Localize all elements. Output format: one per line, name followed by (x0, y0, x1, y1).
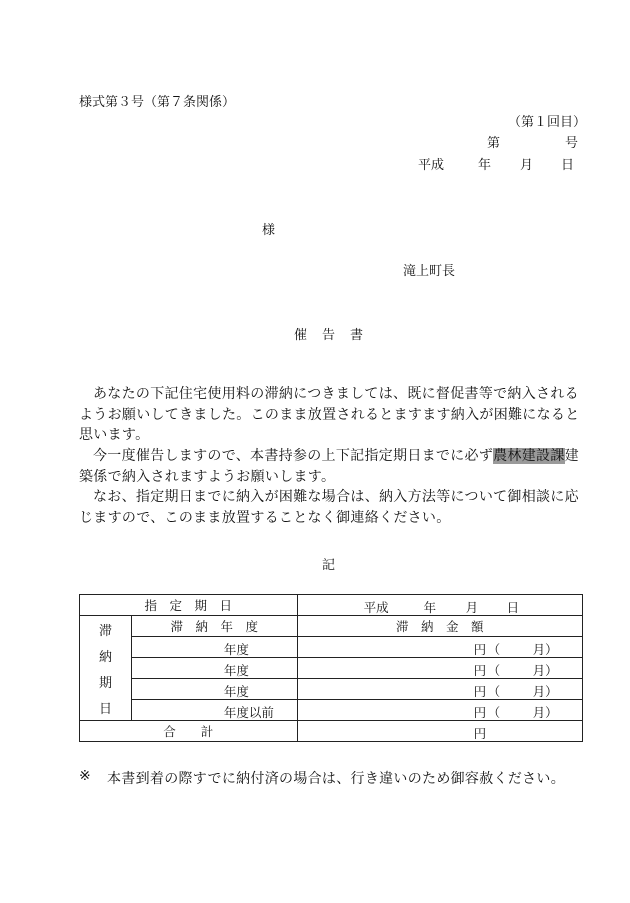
document-title: 催 告 書 (294, 328, 365, 343)
total-yen: 円 (473, 726, 487, 741)
doc-no-prefix: 第 (487, 136, 501, 151)
row-month-open: （ (487, 642, 501, 657)
date-year-unit: 年 (478, 158, 492, 173)
row-month-open: （ (487, 684, 501, 699)
date-month-unit: 月 (520, 158, 534, 173)
payment-table (79, 594, 583, 742)
row-yen: 円 (473, 663, 487, 678)
table-row (80, 658, 583, 679)
row-yen: 円 (473, 642, 487, 657)
due-date-era: 平成 (363, 600, 389, 615)
body-paragraph-3: なお、指定期日までに納入が困難な場合は、納入方法等について御相談に応じますので、このまま放置することなく御連絡ください。 (79, 489, 579, 526)
date-era: 平成 (418, 158, 445, 173)
row-year-unit: 年度 (223, 642, 249, 657)
footer-note-mark: ※ (79, 768, 91, 784)
column-header-amount: 滞 納 金 額 (297, 616, 582, 637)
due-date-value (297, 595, 582, 616)
column-header-row (80, 616, 583, 637)
row-year-unit: 年度 (223, 663, 249, 678)
body-paragraph-1: あなたの下記住宅使用料の滞納につきましては、既に督促書等で納入されるようお願いしてきました。このまま放置されるとますます納入が困難になると思います。 (79, 386, 580, 443)
side-char-4: 日 (98, 701, 112, 717)
footer-note-text: 本書到着の際すでに納付済の場合は、行き違いのため御容赦ください。 (107, 771, 566, 787)
highlighted-department: 農林建設課 (493, 448, 565, 464)
row-month-open: （ (487, 663, 501, 678)
due-date-day-unit: 日 (506, 600, 520, 615)
body-paragraph-2 (79, 446, 585, 487)
row-month: 月） (532, 642, 558, 657)
notice-count: （第１回目） (508, 115, 587, 130)
row-month: 月） (532, 705, 558, 720)
row-year-unit: 年度以前 (223, 705, 274, 720)
body-paragraph-2-tail: 建築係で納入されますようお願いします。 (79, 448, 579, 485)
table-row (80, 700, 583, 721)
row-yen: 円 (473, 705, 487, 720)
body-paragraph-2-text: 今一度催告しますので、本書持参の上下記指定期日までに必ず (93, 448, 494, 464)
table-row (80, 637, 583, 658)
side-label (80, 616, 132, 721)
doc-no-suffix: 号 (565, 136, 579, 151)
column-header-year: 滞 納 年 度 (131, 616, 297, 637)
total-label: 合 計 (80, 721, 298, 742)
row-year-unit: 年度 (223, 684, 249, 699)
ki-heading: 記 (322, 558, 336, 573)
side-char-3: 期 (98, 675, 112, 691)
due-date-month-unit: 月 (465, 600, 479, 615)
row-month-open: （ (487, 705, 501, 720)
row-month: 月） (532, 663, 558, 678)
sender-name: 滝上町長 (403, 264, 456, 279)
due-date-label: 指 定 期 日 (80, 595, 298, 616)
row-yen: 円 (473, 684, 487, 699)
row-month: 月） (532, 684, 558, 699)
side-char-2: 納 (98, 649, 112, 665)
table-row (80, 679, 583, 700)
side-char-1: 滞 (98, 623, 112, 639)
addressee-honorific: 様 (262, 223, 276, 238)
due-date-row (80, 595, 583, 616)
form-number: 様式第３号（第７条関係） (79, 95, 236, 110)
due-date-year-unit: 年 (423, 600, 437, 615)
date-day-unit: 日 (561, 158, 575, 173)
total-row (80, 721, 583, 742)
